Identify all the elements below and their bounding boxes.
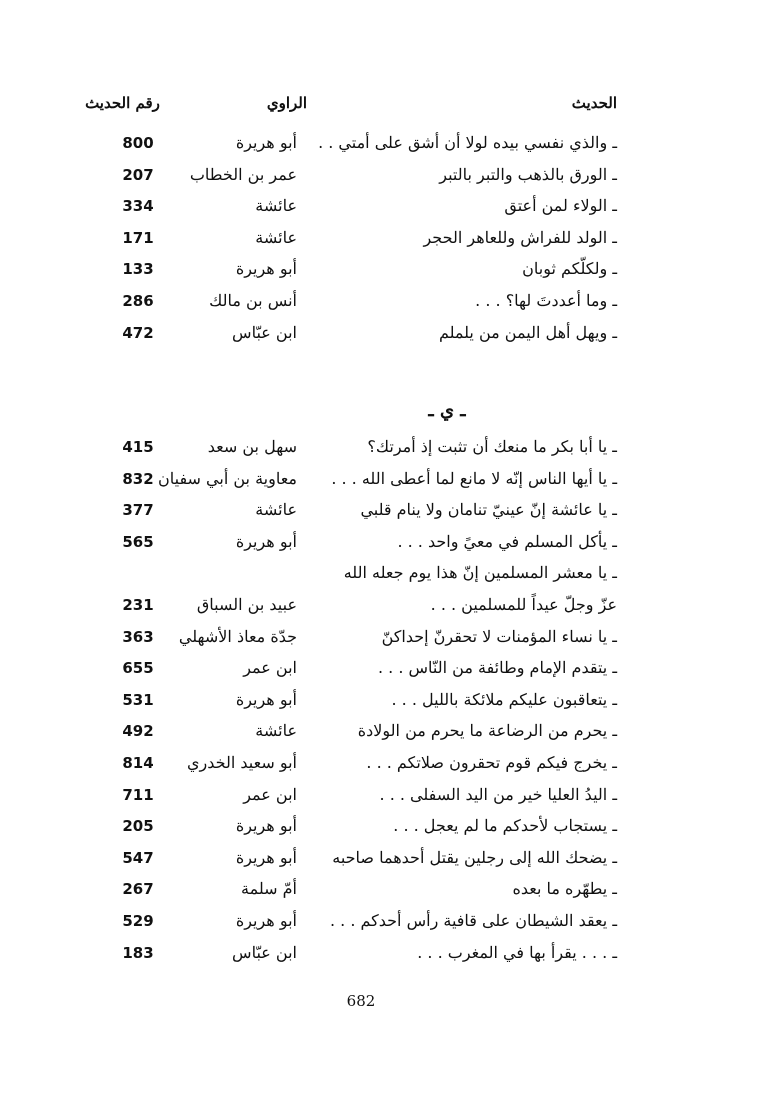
page-number: 682 — [346, 992, 376, 1010]
hadith-text: ـ يا أيها الناس إنّه لا مانع لما أعطى الله . . . — [331, 468, 617, 488]
table-row — [0, 286, 762, 316]
table-row — [0, 254, 762, 284]
hadith-number: 286 — [122, 292, 154, 310]
hadith-text: ـ . . . يقرأ بها في المغرب . . . — [417, 942, 617, 962]
table-row — [0, 938, 762, 968]
hadith-text: ـ الورق بالذهب والتبر بالتبر — [439, 164, 617, 184]
table-row — [0, 906, 762, 936]
hadith-text: ـ الولاء لمن أعتق — [504, 196, 617, 216]
table-row — [0, 318, 762, 348]
table-row — [0, 191, 762, 221]
table-row — [0, 223, 762, 253]
hadith-number: 363 — [122, 627, 154, 646]
table-row — [0, 653, 762, 683]
hadith-text: ـ يعقد الشيطان على قافية رأس أحدكم . . . — [329, 911, 617, 930]
table-row — [0, 464, 762, 494]
narrator-name: أبو هريرة — [235, 689, 297, 709]
narrator-name: ابن عبّاس — [232, 322, 297, 342]
hadith-text: ـ يتعاقبون عليكم ملائكة بالليل . . . — [391, 689, 617, 709]
narrator-name: أمّ سلمة — [241, 879, 297, 899]
table-row — [0, 874, 762, 904]
hadith-number: 800 — [122, 134, 154, 152]
narrator-name: عبيد بن السباق — [196, 595, 297, 614]
narrator-name: ابن عمر — [243, 658, 297, 678]
narrator-name: عائشة — [255, 196, 297, 216]
hadith-number: 711 — [122, 785, 154, 804]
hadith-number: 655 — [122, 659, 154, 678]
table-row — [0, 495, 762, 525]
hadith-number: 547 — [122, 848, 154, 867]
hadith-text: عزّ وجلّ عيداً للمسلمين . . . — [430, 595, 617, 614]
hadith-number: 531 — [122, 690, 154, 709]
narrator-name: ابن عبّاس — [232, 942, 297, 962]
table-row — [0, 748, 762, 778]
hadith-text: ـ يأكل المسلم في معيً واحد . . . — [397, 531, 617, 551]
table-row — [0, 811, 762, 841]
hadith-number: 529 — [122, 912, 154, 930]
hadith-number: 205 — [122, 817, 154, 836]
hadith-number: 207 — [122, 165, 154, 184]
table-row — [0, 527, 762, 557]
hadith-text: ـ يستجاب لأحدكم ما لم يعجل . . . — [393, 816, 617, 836]
hadith-number: 565 — [122, 532, 154, 551]
hadith-number: 171 — [122, 228, 154, 247]
hadith-text: ـ ولكلّكم ثوبان — [522, 259, 617, 279]
hadith-text: ـ الولد للفراش وللعاهر الحجر — [423, 227, 617, 247]
narrator-name: سهل بن سعد — [207, 437, 297, 456]
header-narrator: الراوي — [266, 94, 307, 112]
hadith-text: ـ يخرج فيكم قوم تحقرون صلاتكم . . . — [366, 753, 617, 772]
hadith-text: ـ ويهل أهل اليمن من يلملم — [438, 322, 617, 342]
narrator-name: أبو هريرة — [235, 531, 297, 551]
hadith-number: 832 — [122, 469, 154, 488]
hadith-text: ـ يا أبا بكر ما منعك أن تثبت إذ أمرتك؟ — [367, 437, 617, 456]
table-row — [0, 843, 762, 873]
narrator-name: أبو هريرة — [235, 259, 297, 279]
table-header — [0, 88, 762, 118]
narrator-name: أبو هريرة — [235, 847, 297, 867]
narrator-name: جدّة معاذ الأشهلي — [178, 626, 297, 646]
table-row — [0, 590, 762, 620]
narrator-name: أبو هريرة — [235, 911, 297, 930]
hadith-text: ـ يضحك الله إلى رجلين يقتل أحدهما صاحبه — [332, 847, 617, 867]
hadith-text: ـ اليدُ العليا خير من اليد السفلى . . . — [379, 784, 617, 804]
hadith-number: 267 — [122, 880, 154, 899]
letter-heading-text: ـ ي ـ — [428, 400, 466, 421]
narrator-name: معاوية بن أبي سفيان — [158, 468, 297, 488]
narrator-name: أنس بن مالك — [209, 291, 297, 310]
narrator-name: أبو هريرة — [235, 133, 297, 152]
narrator-name: عمر بن الخطاب — [189, 164, 297, 184]
hadith-text: ـ والذي نفسي بيده لولا أن أشق على أمتي . . — [318, 133, 617, 152]
table-row — [0, 622, 762, 652]
hadith-text: ـ وما أعددتَ لها؟ . . . — [475, 291, 617, 310]
hadith-text: ـ يطهّره ما بعده — [512, 879, 617, 899]
hadith-text: ـ يتقدم الإمام وطائفة من النّاس . . . — [378, 658, 617, 678]
table-row — [0, 780, 762, 810]
hadith-number: 814 — [122, 754, 154, 772]
letter-heading — [0, 396, 762, 426]
hadith-number: 334 — [122, 197, 154, 216]
hadith-number: 472 — [122, 323, 154, 342]
narrator-name: ابن عمر — [243, 784, 297, 804]
header-hadith: الحديث — [571, 94, 617, 112]
table-row — [0, 716, 762, 746]
narrator-name: عائشة — [255, 227, 297, 247]
narrator-name: عائشة — [255, 721, 297, 741]
hadith-text: ـ يا عائشة إنّ عينيّ تنامان ولا ينام قلبي — [360, 500, 617, 520]
narrator-name: عائشة — [255, 500, 297, 520]
narrator-name: أبو هريرة — [235, 816, 297, 836]
table-row — [0, 558, 762, 588]
narrator-name: أبو سعيد الخدري — [187, 753, 297, 772]
hadith-text: ـ يا نساء المؤمنات لا تحقرنّ إحداكنّ — [381, 626, 617, 646]
table-row — [0, 685, 762, 715]
hadith-number: 231 — [122, 596, 154, 614]
hadith-number: 492 — [122, 722, 154, 741]
table-row — [0, 432, 762, 462]
header-number: رقم الحديث — [85, 94, 160, 112]
table-row — [0, 160, 762, 190]
hadith-number: 183 — [122, 943, 154, 962]
hadith-text: ـ يحرم من الرضاعة ما يحرم من الولادة — [357, 721, 617, 741]
hadith-number: 377 — [122, 501, 154, 520]
hadith-number — [108, 558, 168, 588]
hadith-text: ـ يا معشر المسلمين إنّ هذا يوم جعله الله — [343, 563, 617, 583]
hadith-number: 415 — [122, 438, 154, 456]
hadith-number: 133 — [122, 260, 154, 279]
table-row — [0, 128, 762, 158]
